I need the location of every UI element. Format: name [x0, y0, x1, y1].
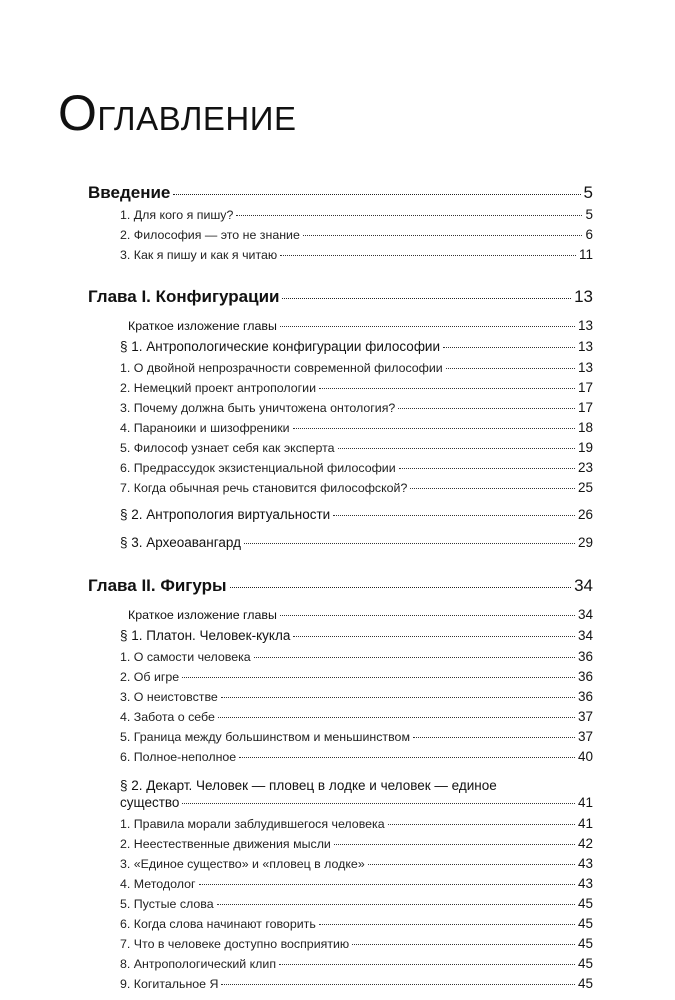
- dot-leader: [303, 235, 583, 236]
- toc-page-number: 13: [574, 287, 593, 306]
- title-rest: ГЛАВЛЕНИЕ: [97, 100, 297, 137]
- toc-item[interactable]: [120, 876, 593, 896]
- toc-entry-label: 7. Когда обычная речь становится философской?: [120, 481, 408, 495]
- dot-leader: [236, 215, 582, 216]
- toc-entry-label: 4. Параноики и шизофреники: [120, 421, 290, 435]
- dot-leader: [280, 615, 575, 616]
- toc-entry-label: 1. Для кого я пишу?: [120, 208, 234, 222]
- toc-page-number: 41: [577, 816, 593, 831]
- toc-page-number: 34: [574, 576, 593, 595]
- dot-leader: [443, 347, 575, 348]
- dot-leader: [280, 326, 575, 327]
- toc-section[interactable]: [120, 507, 593, 528]
- toc-page-number: 13: [577, 318, 593, 333]
- toc-entry-label: 2. Об игре: [120, 670, 180, 684]
- toc-chapter-1[interactable]: [88, 287, 593, 311]
- dot-leader: [293, 636, 575, 637]
- toc-section[interactable]: [120, 628, 593, 649]
- toc-page-number: 45: [577, 976, 593, 991]
- toc-entry-label: 3. Почему должна быть уничтожена онтология?: [120, 401, 396, 415]
- toc-item[interactable]: [120, 836, 593, 856]
- toc-entry-label: 6. Предрассудок экзистенциальной философии: [120, 461, 396, 475]
- toc-entry-label: 6. Полное-неполное: [120, 750, 237, 764]
- toc-entry-label: 5. Граница между большинством и меньшинством: [120, 730, 410, 744]
- dot-leader: [280, 255, 576, 256]
- toc-page-number: 45: [577, 916, 593, 931]
- toc-page-number: 5: [585, 207, 593, 222]
- toc-entry-label: 2. Немецкий проект антропологии: [120, 381, 317, 395]
- toc-page-number: 25: [577, 480, 593, 495]
- toc-entry-label: 3. О неистовстве: [120, 690, 218, 704]
- toc-item[interactable]: [120, 649, 593, 669]
- toc-entry-label-cont: существо: [120, 795, 180, 810]
- toc-item[interactable]: [120, 669, 593, 689]
- toc-page-number: 36: [577, 689, 593, 704]
- toc-intro[interactable]: [88, 183, 593, 207]
- toc-page-number: 41: [577, 795, 593, 810]
- toc-page-number: 17: [577, 380, 593, 395]
- title-initial: О: [58, 85, 98, 141]
- toc-item[interactable]: [120, 247, 593, 267]
- toc-entry-label: Глава II. Фигуры: [88, 576, 227, 595]
- toc-page-number: 13: [577, 339, 593, 354]
- toc-section[interactable]: [88, 776, 593, 816]
- toc-item[interactable]: [120, 976, 593, 996]
- toc-item[interactable]: [120, 227, 593, 247]
- dot-leader: [217, 904, 575, 905]
- toc-page-number: 45: [577, 896, 593, 911]
- toc-page-number: 40: [577, 749, 593, 764]
- dot-leader: [173, 194, 580, 195]
- toc-page-number: 19: [577, 440, 593, 455]
- toc-page-number: 36: [577, 649, 593, 664]
- toc-entry-label: 8. Антропологический клип: [120, 957, 277, 971]
- toc-item[interactable]: [120, 380, 593, 400]
- dot-leader: [352, 944, 575, 945]
- toc-entry-label: § 1. Антропологические конфигурации философии: [120, 339, 441, 354]
- toc-entry-label: 1. О двойной непрозрачности современной философии: [120, 361, 443, 375]
- toc-page-number: 43: [577, 876, 593, 891]
- toc-item[interactable]: [120, 400, 593, 420]
- toc-page-number: 34: [577, 607, 593, 622]
- toc-item[interactable]: [120, 440, 593, 460]
- dot-leader: [338, 448, 575, 449]
- toc-item[interactable]: [120, 207, 593, 227]
- toc-page-number: 37: [577, 709, 593, 724]
- toc-page-number: 11: [578, 247, 593, 262]
- dot-leader: [254, 657, 575, 658]
- toc-section[interactable]: [120, 339, 593, 360]
- toc-entry-label: Краткое изложение главы: [128, 319, 277, 333]
- dot-leader: [221, 984, 575, 985]
- toc-entry-label: § 2. Антропология виртуальности: [120, 507, 331, 522]
- toc-page-number: 45: [577, 936, 593, 951]
- dot-leader: [388, 824, 575, 825]
- toc-entry-label: 3. «Единое существо» и «пловец в лодке»: [120, 857, 365, 871]
- toc-entry-label: 4. Забота о себе: [120, 710, 215, 724]
- toc-entry-label: 6. Когда слова начинают говорить: [120, 917, 316, 931]
- dot-leader: [319, 924, 575, 925]
- toc-item[interactable]: [120, 916, 593, 936]
- toc-item[interactable]: [120, 816, 593, 836]
- dot-leader: [368, 864, 575, 865]
- dot-leader: [410, 488, 575, 489]
- toc-item[interactable]: [120, 936, 593, 956]
- toc-page-number: 26: [577, 507, 593, 522]
- toc-entry-label: 2. Неестественные движения мысли: [120, 837, 331, 851]
- dot-leader: [239, 757, 575, 758]
- dot-leader: [182, 677, 575, 678]
- toc-entry-label: 3. Как я пишу и как я читаю: [120, 248, 278, 262]
- toc-item[interactable]: [120, 749, 593, 769]
- toc-chapter-summary[interactable]: [128, 607, 593, 628]
- toc-page-number: 34: [577, 628, 593, 643]
- toc-entry-label: 1. Правила морали заблудившегося человека: [120, 817, 385, 831]
- toc-page-number: 45: [577, 956, 593, 971]
- toc-entry-label: § 3. Археоавангард: [120, 535, 241, 550]
- toc-entry-label: 5. Философ узнает себя как эксперта: [120, 441, 335, 455]
- toc-page-number: 36: [577, 669, 593, 684]
- dot-leader: [218, 717, 575, 718]
- toc-page-number: 37: [577, 729, 593, 744]
- toc-item[interactable]: [120, 480, 593, 500]
- dot-leader: [230, 587, 572, 588]
- dot-leader: [221, 697, 575, 698]
- toc-entry-label: 2. Философия — это не знание: [120, 228, 300, 242]
- toc-item[interactable]: [120, 856, 593, 876]
- toc-entry-label: Введение: [88, 183, 171, 202]
- dot-leader: [244, 543, 575, 544]
- dot-leader: [293, 428, 575, 429]
- dot-leader: [334, 844, 575, 845]
- toc-page-number: 18: [577, 420, 593, 435]
- toc-chapter-summary[interactable]: [128, 318, 593, 339]
- dot-leader: [333, 515, 575, 516]
- toc-page-number: 43: [577, 856, 593, 871]
- toc-chapter-2[interactable]: [88, 576, 593, 600]
- dot-leader: [182, 803, 575, 804]
- toc-page-number: 5: [583, 183, 593, 202]
- toc-entry-label: § 2. Декарт. Человек — пловец в лодке и человек — единое: [120, 778, 497, 793]
- toc-page-number: 17: [577, 400, 593, 415]
- toc-entry-continuation: [120, 795, 593, 816]
- toc-page-number: 23: [577, 460, 593, 475]
- toc-item[interactable]: [120, 709, 593, 729]
- toc-section[interactable]: [120, 535, 593, 556]
- toc-item[interactable]: [120, 460, 593, 480]
- toc-item[interactable]: [120, 689, 593, 709]
- toc-entry-label: 4. Методолог: [120, 877, 196, 891]
- toc-item[interactable]: [120, 420, 593, 440]
- toc-item[interactable]: [120, 729, 593, 749]
- table-of-contents: [88, 183, 593, 996]
- toc-entry-label: 9. Когитальное Я: [120, 977, 219, 991]
- toc-item[interactable]: [120, 956, 593, 976]
- dot-leader: [282, 298, 571, 299]
- dot-leader: [446, 368, 575, 369]
- toc-item[interactable]: [120, 896, 593, 916]
- toc-entry-label: Краткое изложение главы: [128, 608, 277, 622]
- dot-leader: [398, 408, 575, 409]
- dot-leader: [413, 737, 575, 738]
- toc-page-number: 42: [577, 836, 593, 851]
- dot-leader: [199, 884, 575, 885]
- toc-entry-label: 1. О самости человека: [120, 650, 251, 664]
- dot-leader: [319, 388, 575, 389]
- toc-page-number: 29: [577, 535, 593, 550]
- toc-entry-label: 7. Что в человеке доступно восприятию: [120, 937, 350, 951]
- toc-entry-label: 5. Пустые слова: [120, 897, 214, 911]
- toc-page-number: 13: [577, 360, 593, 375]
- toc-entry-label: Глава I. Конфигурации: [88, 287, 280, 306]
- dot-leader: [399, 468, 575, 469]
- page-title: [58, 85, 297, 141]
- dot-leader: [279, 964, 575, 965]
- toc-item[interactable]: [120, 360, 593, 380]
- toc-entry-label: § 1. Платон. Человек-кукла: [120, 628, 291, 643]
- toc-page-number: 6: [585, 227, 593, 242]
